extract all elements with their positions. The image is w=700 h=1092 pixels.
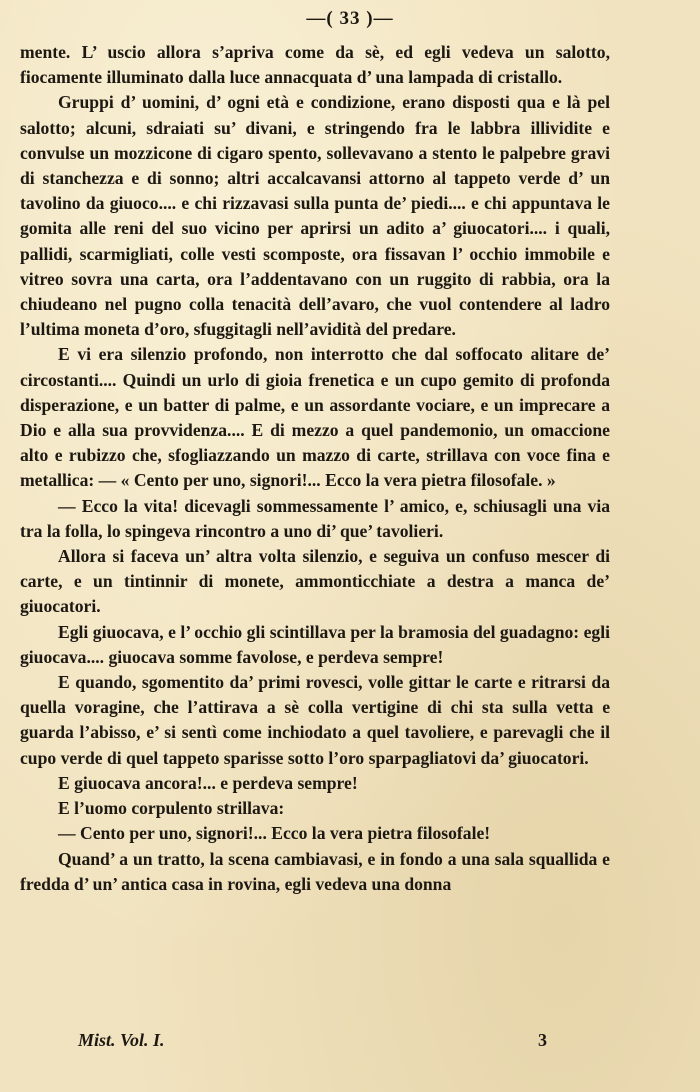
paragraph-3: E vi era silenzio profondo, non interrotto che dal soffocato alitare de’ circostanti.... Quindi un urlo di gioia frenetica e un cupo gemito di profonda disperazione, e un batter di palme, e un assordante vociare, e un imprecare a Dio e alla sua provvidenza.... E di mezzo a quel pandemonio, un omaccione alto e rubizzo che, sfogliazzando un mazzo di carte, strillava con voce fina e metallica: — « Cento per uno, signori!... Ecco la vera pietra filosofale. » [20,344,610,491]
paragraph-10: — Cento per uno, signori!... Ecco la vera pietra filosofale! [58,823,491,844]
paragraph-9: E l’uomo corpulento strillava: [58,798,285,819]
paragraph-5: Allora si faceva un’ altra volta silenzio, e seguiva un confuso mescer di carte, e un tintinnir di monete, ammonticchiate a destra a manca de’ giuocatori. [20,546,610,617]
paragraph-6: Egli giuocava, e l’ occhio gli scintillava per la bramosia del guadagno: egli giuocava.... giuocava somme favolose, e perdeva sempre! [20,621,610,667]
volume-signature: Mist. Vol. I. [78,1030,165,1050]
paragraph-1: mente. L’ uscio allora s’apriva come da sè, ed egli vedeva un salotto, fiocamente illuminato dalla luce annacquata d’ una lampada di cristallo. [20,42,610,88]
paragraph-2: Gruppi d’ uomini, d’ ogni età e condizione, erano disposti qua e là pel salotto; alcuni, sdraiati su’ divani, e stringendo fra le labbra illividite e convulse un mozzicone di cigaro spento, sollevavano a stento le palpebre gravi di stanchezza e di sonno; altri accalcavansi attorno al tappeto verde d’ un tavolino da giuoco.... e chi rizzavasi sulla punta de’ piedi.... e chi appuntava le gomita alle reni del suo vicino per aprirsi un adito a’ giuocatori.... i quali, pallidi, scarmigliati, colle vesti scomposte, ora fissavan l’ occhio immobile e vitreo sovra una carta, ora l’addentavano con un ruggito di rabbia, ora la chiudeano nel pugno colla tenacità dell’avaro, che vuol contendere al ladro l’ultima moneta d’oro, sfuggitagli nell’avidità del predare. [20,92,610,340]
page-footer [0,1030,700,1058]
paragraph-4: — Ecco la vita! dicevagli sommessamente l’ amico, e, schiusagli una via tra la folla, lo spingeva rincontro a uno di’ que’ tavolieri. [20,495,610,541]
paragraph-7: E quando, sgomentito da’ primi rovesci, volle gittar le carte e ritrarsi da quella voragine, che l’attirava a sè colla vertigine di chi sta sulla vetta e guarda l’abisso, e’ si sentì come inchiodato a quel tavoliere, e parevagli che il cupo verde di quel tappeto sparisse sotto l’oro sparpagliatovi da’ giuocatori. [20,672,610,768]
page-number-header: —( 33 )— [306,8,394,29]
paragraph-8: E giuocava ancora!... e perdeva sempre! [58,772,358,793]
body-text [20,40,610,897]
paragraph-11: Quand’ a un tratto, la scena cambiavasi, e in fondo a una sala squallida e fredda d’ un’ antica casa in rovina, egli vedeva una donna [20,848,610,894]
sheet-number: 3 [538,1030,547,1050]
